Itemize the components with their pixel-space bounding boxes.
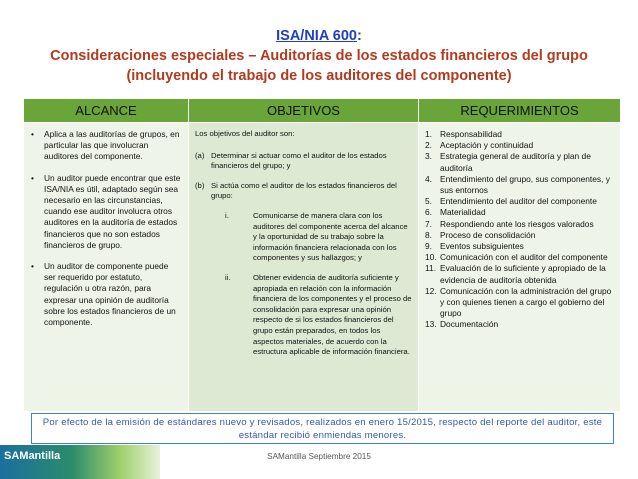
objetivo-a-label: (a) <box>195 150 205 160</box>
req-text: Entendimiento del grupo, sus componentes, y sus entornos <box>440 173 610 196</box>
req-text: Aceptación y continuidad <box>440 140 534 151</box>
objetivo-b-i <box>195 211 412 264</box>
list-item <box>425 219 614 230</box>
req-number: 3. <box>425 151 432 162</box>
objetivos-cell <box>189 123 419 412</box>
objetivos-intro: Los objetivos del auditor son: <box>195 129 295 138</box>
req-text: Evaluación de lo suficiente y apropiado de la evidencia de auditoría obtenida <box>440 263 606 285</box>
list-item: • Un auditor de componente puede ser requerido por estatuto, regulación u otra razón, para expresar una opinión de auditoría sobre los estados financieros de un componente. <box>30 261 182 328</box>
title-standard-code: ISA/NIA 600 <box>276 28 357 44</box>
requerimientos-list <box>425 129 614 331</box>
title-subject: Consideraciones especiales – Auditorías de los estados financieros del grupo <box>50 48 588 64</box>
req-number: 7. <box>425 218 432 229</box>
slide-title <box>0 26 638 86</box>
title-colon: : <box>357 28 362 44</box>
list-item <box>425 252 614 263</box>
req-text: Respondiendo ante los riesgos valorados <box>440 218 594 229</box>
req-text: Responsabilidad <box>440 129 502 139</box>
objetivo-b-text: Si actúa como el auditor de los estados financieros del grupo: <box>211 180 397 201</box>
alcance-list <box>30 129 182 328</box>
req-text: Materialidad <box>440 207 486 218</box>
req-number: 5. <box>425 196 432 207</box>
req-number: 1. <box>425 129 432 139</box>
req-text: Comunicación con la administración del grupo y con quienes tienen a cargo el gobierno del grupo <box>440 285 612 319</box>
objetivo-a <box>195 151 412 172</box>
header-alcance: ALCANCE <box>24 99 189 123</box>
alcance-cell <box>24 123 189 412</box>
list-item: • Aplica a las auditorías de grupos, en particular las que involucran auditores del componente. <box>30 129 182 163</box>
req-text: Proceso de consolidación <box>440 229 536 240</box>
req-number: 4. <box>425 173 432 184</box>
req-text: Comunicación con el auditor del componente <box>440 252 608 263</box>
list-item <box>425 129 614 140</box>
list-item <box>425 263 614 285</box>
objetivo-b-i-text: Comunicarse de manera clara con los auditores del componente acerca del alcance y la oportunidad de su trabajo sobre la información financiera relacionada con los componentes y sus hallazgos; y <box>253 210 408 263</box>
objetivo-b <box>195 181 412 202</box>
objetivo-b-ii <box>195 273 412 358</box>
list-item <box>425 207 614 218</box>
req-number: 2. <box>425 140 432 151</box>
req-number: 8. <box>425 229 432 240</box>
amendment-note: Por efecto de la emisión de estándares nuevo y revisados, realizados en enero 15/2015, respecto del reporte del auditor, este estándar recibió enmiendas menores. <box>31 413 614 444</box>
requerimientos-cell <box>419 123 621 412</box>
req-text: Entendimiento del auditor del componente <box>440 196 597 207</box>
objetivo-b-label: (b) <box>195 180 205 190</box>
list-item <box>425 196 614 207</box>
objetivo-b-ii-text: Obtener evidencia de auditoría suficiente y apropiada en relación con la información financiera de los componentes y el proceso de consolidación para expresar una opinión respecto de si los estados financieros del grupo están preparados, en todos los aspectos materiales, de acuerdo con la estructura aplicable de información financiera. <box>253 272 412 357</box>
logo-text: SAMantilla <box>4 450 61 462</box>
req-number: 9. <box>425 241 432 252</box>
title-standard <box>0 26 638 46</box>
list-item <box>425 151 614 173</box>
list-item <box>425 174 614 196</box>
samantilla-logo <box>0 445 160 479</box>
standard-table <box>23 98 621 412</box>
req-number: 13. <box>425 319 437 330</box>
list-item: • Un auditor puede encontrar que este ISA/NIA es útil, adaptado según sea necesario en las circunstancias, cuando ese auditor involucra otros auditores en la auditoría de estados financieros que no son estados financieros de grupo. <box>30 173 182 251</box>
list-item <box>425 286 614 320</box>
list-item <box>425 241 614 252</box>
req-text: Eventos subsiguientes <box>440 241 524 252</box>
list-item <box>425 230 614 241</box>
req-number: 10. <box>425 252 437 263</box>
req-number: 6. <box>425 207 432 218</box>
objetivo-b-ii-label: ii. <box>225 272 231 282</box>
objetivo-a-text: Determinar si actuar como el auditor de los estados financieros del grupo; y <box>211 150 387 171</box>
list-item <box>425 140 614 151</box>
list-item <box>425 319 614 330</box>
header-objetivos: OBJETIVOS <box>189 99 419 123</box>
req-text: Estrategia general de auditoría y plan de auditoría <box>440 151 591 173</box>
header-requerimientos: REQUERIMIENTOS <box>419 99 621 123</box>
title-subject-note: (incluyendo el trabajo de los auditores del componente) <box>126 68 512 84</box>
req-number: 11. <box>425 263 437 274</box>
footer-text: SAMantilla Septiembre 2015 <box>267 452 371 461</box>
req-number: 12. <box>425 285 437 296</box>
objetivo-b-i-label: i. <box>225 210 229 220</box>
req-text: Documentación <box>440 319 499 330</box>
